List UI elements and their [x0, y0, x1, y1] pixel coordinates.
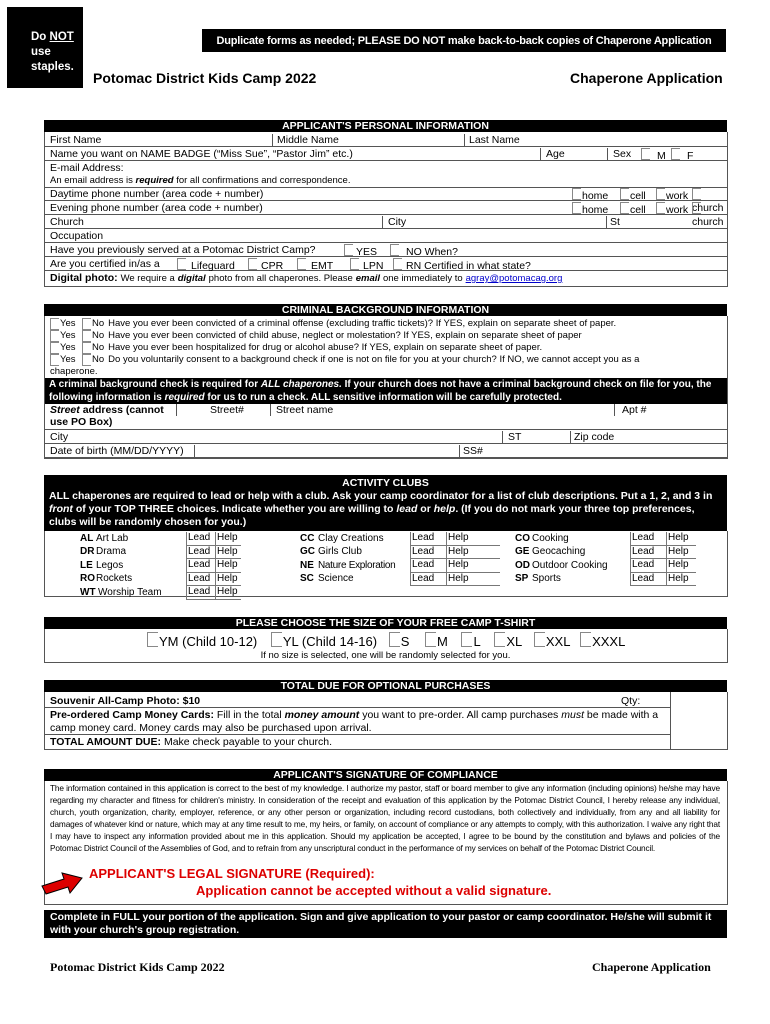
lead-label: Lead [412, 572, 435, 584]
club-lead-box[interactable] [630, 532, 666, 546]
help-label: Help [217, 532, 238, 543]
duplicate-notice: Duplicate forms as needed; PLEASE DO NOT make back-to-back copies of Chaperone Application form. [202, 29, 726, 52]
club-name: Sports [532, 573, 561, 584]
address-zip-label: Zip code [574, 431, 615, 443]
staple-rest: use staples. [31, 46, 74, 73]
club-help-box[interactable] [215, 546, 241, 560]
day-cell-label: cell [630, 190, 646, 202]
lead-label: Lead [632, 559, 655, 570]
address-st-label: ST [508, 431, 522, 443]
help-label: Help [668, 545, 689, 557]
money-cards-d: you want to pre-order. All camp purchases [362, 709, 559, 721]
q3-yes-label: Yes [60, 342, 76, 353]
size-xxxl-checkbox[interactable] [580, 632, 591, 647]
criminal-box-border [44, 316, 728, 459]
lead-label: Lead [632, 545, 655, 557]
clubs-intro-g: . (If you do not mark your three top preferences, clubs will be randomly chosen for you.) [49, 503, 695, 528]
size-yl-label: YL (Child 14-16) [282, 634, 378, 649]
cert-cpr-label: CPR [261, 260, 284, 272]
age-label: Age [546, 148, 565, 160]
photo-qty-label[interactable]: Qty: [621, 695, 641, 707]
eve-church-label: church [692, 216, 724, 228]
q1-yes-label: Yes [60, 318, 76, 329]
clubs-header [44, 475, 727, 531]
lead-label: Lead [188, 559, 211, 570]
sex-m-label: M [657, 150, 666, 162]
help-label: Help [448, 559, 469, 570]
street-num-label: Street# [210, 404, 244, 416]
q4-text: Do you voluntarily consent to a background check if one is not on file for you at your church? If NO, we cannot accept you as a [108, 354, 640, 365]
club-code: AL [80, 532, 94, 544]
digital-photo-a: We require a [120, 273, 175, 284]
lead-label: Lead [412, 532, 435, 543]
club-help-box[interactable] [666, 559, 696, 573]
club-help-box[interactable] [215, 559, 241, 573]
help-label: Help [217, 545, 238, 557]
club-name: Nature Exploration [318, 559, 396, 571]
money-must: must [561, 709, 584, 721]
club-lead-box[interactable] [630, 559, 666, 573]
club-lead-box[interactable] [410, 559, 446, 573]
club-item [300, 532, 500, 546]
church-st-label: St [610, 216, 620, 228]
size-xxl-label: XXL [545, 634, 571, 649]
personal-box-border [44, 132, 728, 287]
footer-camp-name: Potomac District Kids Camp 2022 [50, 960, 225, 974]
club-help-box[interactable] [215, 586, 241, 600]
money-cards-label: Pre-ordered Camp Money Cards: [50, 709, 214, 721]
q3-text: Have you ever been hospitalized for drug or alcohol abuse? If YES, explain on separate sheet of paper. [108, 342, 543, 353]
apt-label: Apt # [622, 404, 647, 416]
help-label: Help [217, 586, 238, 597]
day-work-label: work [666, 190, 689, 202]
club-item [80, 546, 241, 560]
header-camp-name: Potomac District Kids Camp 2022 [93, 70, 317, 86]
help-label: Help [668, 532, 689, 543]
club-help-box[interactable] [666, 532, 696, 546]
club-help-box[interactable] [215, 573, 241, 587]
club-code: LE [80, 559, 93, 571]
club-name: Rockets [96, 573, 133, 584]
club-item [300, 573, 500, 587]
club-code: NE [300, 559, 314, 571]
help-label: Help [448, 532, 469, 543]
help-label: Help [448, 572, 469, 584]
club-help-box[interactable] [446, 573, 500, 587]
club-item [80, 532, 241, 546]
lead-label: Lead [188, 532, 211, 543]
staple-not: NOT [49, 31, 74, 43]
q4-wrap: chaperone. [50, 366, 98, 377]
money-cards-text [50, 709, 662, 735]
cert-lifeguard-label: Lifeguard [191, 260, 235, 272]
notice-b: ALL chaperones. [260, 379, 342, 390]
club-item [515, 559, 696, 573]
club-column-2 [300, 532, 500, 586]
club-help-box[interactable] [446, 546, 500, 560]
criminal-section-title: CRIMINAL BACKGROUND INFORMATION [44, 304, 727, 316]
day-home-label: home [582, 190, 609, 202]
digital-photo-digital: digital [177, 273, 206, 284]
total-due-row[interactable] [50, 736, 332, 748]
club-lead-box[interactable] [186, 573, 215, 587]
lead-label: Lead [632, 572, 655, 584]
size-m-checkbox[interactable] [425, 632, 436, 647]
help-label: Help [217, 572, 238, 584]
club-item [300, 546, 500, 560]
closing-instructions: Complete in FULL your portion of the application. Sign and give application to your pastor or camp coordinator. He/she will submit it with your church's group registration. [44, 910, 727, 938]
club-name: Drama [96, 546, 127, 557]
size-s-label: S [400, 634, 410, 649]
served-question: Have you previously served at a Potomac District Camp? [50, 244, 316, 256]
club-lead-box[interactable] [410, 546, 446, 560]
street-name-label: Street name [276, 404, 334, 416]
photo-purchase-label[interactable]: Souvenir All-Camp Photo: $10 [50, 695, 201, 707]
club-help-box[interactable] [666, 573, 696, 587]
street-label-b: address (cannot use PO Box) [50, 404, 164, 428]
help-label: Help [448, 545, 469, 557]
clubs-intro [49, 490, 722, 529]
badge-name-label: Name you want on NAME BADGE (“Miss Sue”, “Pastor Jim” etc.) [50, 148, 353, 160]
cert-rn-label: RN Certified in what state? [406, 260, 531, 272]
q1-text: Have you ever been convicted of a criminal offense (excluding traffic tickets)? If YES, explain on separate sheet of paper. [108, 318, 617, 329]
q1-no-label: No [92, 318, 105, 329]
club-name: Cooking [532, 532, 569, 544]
email-note-c: for all confirmations and correspondence. [176, 175, 351, 186]
day-phone-label: Daytime phone number (area code + number) [50, 188, 264, 200]
club-code: DR [80, 546, 95, 557]
served-yes-label: YES [356, 246, 378, 258]
personal-section-title: APPLICANT'S PERSONAL INFORMATION [44, 120, 727, 132]
purchases-section-title: TOTAL DUE FOR OPTIONAL PURCHASES [44, 680, 727, 692]
arrow-right-icon [38, 869, 84, 899]
club-item [80, 573, 241, 587]
first-name-label: First Name [50, 134, 102, 146]
digital-photo-label: Digital photo: [50, 272, 118, 284]
q3-no-label: No [92, 342, 105, 353]
club-code: OD [515, 559, 530, 571]
q4-no-label: No [92, 354, 105, 365]
digital-photo-email: email [355, 273, 381, 284]
club-lead-box[interactable] [186, 546, 215, 560]
ssn-label: SS# [463, 445, 483, 457]
club-lead-box[interactable] [410, 573, 446, 587]
q2-yes-label: Yes [60, 330, 76, 341]
club-name: Clay Creations [318, 532, 384, 544]
q2-text: Have you ever been convicted of child abuse, neglect or molestation? If YES, explain on separate sheet of paper [108, 330, 582, 341]
clubs-intro-or: or [420, 503, 431, 515]
notice-e: for us to run a check. ALL sensitive information will be carefully protected. [207, 392, 562, 403]
signature-warning: Application cannot be accepted without a valid signature. [196, 883, 552, 898]
club-item [515, 573, 696, 587]
lead-label: Lead [412, 559, 435, 570]
money-line [44, 734, 670, 735]
club-code: GC [300, 546, 315, 557]
size-ym-label: YM (Child 10-12) [159, 634, 258, 649]
club-name: Geocaching [532, 546, 586, 557]
club-code: SP [515, 573, 529, 584]
club-name: Worship Team [98, 586, 162, 598]
club-item [80, 586, 241, 600]
club-help-box[interactable] [446, 559, 500, 573]
digital-photo-e: one immediately to [382, 273, 463, 284]
total-due-note: Make check payable to your church. [163, 736, 333, 748]
cert-emt-label: EMT [311, 260, 334, 272]
email-note-required: required [135, 175, 174, 186]
club-item [515, 546, 696, 560]
dob-label: Date of birth (MM/DD/YYYY) [50, 445, 184, 457]
club-lead-box[interactable] [186, 559, 215, 573]
street-label-a: Street [50, 404, 80, 416]
digital-photo-c: photo from all chaperones. Please [208, 273, 353, 284]
tshirt-section-title: PLEASE CHOOSE THE SIZE OF YOUR FREE CAMP T-SHIRT [44, 617, 727, 629]
club-code: CC [300, 532, 315, 544]
notice-d: required [164, 392, 205, 403]
club-lead-box[interactable] [410, 532, 446, 546]
eve-phone-label: Evening phone number (area code + number) [50, 202, 263, 214]
photo-qty-line [44, 707, 670, 708]
q4-yes-label: Yes [60, 354, 76, 365]
club-column-1 [80, 532, 241, 600]
photo-email-link[interactable]: agray@potomacag.org [465, 273, 563, 284]
help-label: Help [217, 559, 238, 570]
club-help-box[interactable] [446, 532, 500, 546]
help-label: Help [668, 559, 689, 570]
club-lead-box[interactable] [186, 532, 215, 546]
served-no-label: NO When? [406, 246, 458, 258]
notice-c: If your church does not have a criminal background check on file for you, the following information is [49, 379, 712, 403]
clubs-intro-lead: lead [396, 503, 418, 515]
size-s-checkbox[interactable] [389, 632, 400, 647]
middle-name-label: Middle Name [277, 134, 339, 146]
club-code: RO [80, 573, 95, 584]
address-city-label: City [50, 431, 69, 443]
church-label: Church [50, 216, 84, 228]
size-l-checkbox[interactable] [461, 632, 472, 647]
church-city-label: City [388, 216, 407, 228]
club-lead-box[interactable] [630, 546, 666, 560]
clubs-intro-c: of your TOP THREE choices. Indicate whether you are willing to [75, 503, 394, 515]
cert-lpn-label: LPN [363, 260, 384, 272]
lead-label: Lead [412, 545, 435, 557]
club-help-box[interactable] [666, 546, 696, 560]
notice-a: A criminal background check is required for [49, 379, 259, 390]
size-m-label: M [437, 634, 448, 649]
money-cards-f: be made with a camp money card. Money cards may also be purchased upon arrival. [50, 709, 659, 734]
club-code: CO [515, 532, 530, 544]
club-lead-box[interactable] [186, 586, 215, 600]
legal-signature-label[interactable]: APPLICANT'S LEGAL SIGNATURE (Required): [89, 866, 375, 881]
eve-cell-label: cell [630, 204, 646, 216]
certified-question: Are you certified in/as a [50, 258, 160, 270]
signature-section-title: APPLICANT'S SIGNATURE OF COMPLIANCE [44, 769, 727, 781]
clubs-title: ACTIVITY CLUBS [342, 477, 429, 489]
club-code: WT [80, 586, 96, 598]
club-name: Science [318, 573, 354, 584]
lead-label: Lead [188, 545, 211, 557]
occupation-label: Occupation [50, 230, 104, 242]
lead-label: Lead [188, 586, 211, 597]
club-code: GE [515, 546, 530, 557]
tshirt-note: If no size is selected, one will be randomly selected for you. [260, 650, 511, 661]
lead-label: Lead [188, 572, 211, 584]
email-note-a: An email address is [50, 175, 133, 186]
sex-f-label: F [687, 150, 694, 162]
club-name: Girls Club [318, 546, 362, 557]
club-column-3 [515, 532, 696, 586]
club-name: Art Lab [96, 532, 129, 544]
club-item [80, 559, 241, 573]
size-l-label: L [473, 634, 481, 649]
club-name: Legos [96, 559, 124, 571]
size-xl-checkbox[interactable] [494, 632, 505, 647]
size-yl-checkbox[interactable] [271, 632, 282, 647]
staple-do: Do [31, 31, 47, 43]
club-item [300, 559, 500, 573]
footer-form-title: Chaperone Application [592, 960, 711, 974]
clubs-intro-help: help [433, 503, 456, 515]
staple-notice [7, 7, 83, 88]
eve-work-label: work [666, 204, 689, 216]
header-form-title: Chaperone Application [570, 70, 723, 86]
lead-label: Lead [632, 532, 655, 543]
size-ym-checkbox[interactable] [147, 632, 158, 647]
help-label: Help [668, 572, 689, 584]
sex-label: Sex [613, 148, 632, 160]
clubs-intro-a: ALL chaperones are required to lead or help with a club. Ask your camp coordinator for a list of club descriptions. Put a 1, 2, and 3 in [49, 490, 713, 502]
last-name-label: Last Name [469, 134, 520, 146]
q2-no-label: No [92, 330, 105, 341]
club-name: Outdoor Cooking [532, 559, 608, 571]
tshirt-sizes [147, 632, 625, 650]
size-xxl-checkbox[interactable] [534, 632, 545, 647]
size-xxxl-label: XXXL [592, 634, 626, 649]
email-label[interactable]: E-mail Address: [50, 162, 124, 174]
legal-text: The information contained in this application is correct to the best of my knowledge. I authorize my pastor, staff or board member to give any information (including opinions) he/she may have regarding my character and fitness for children's ministry. In consideration of the receipt and evaluation of this application by the Potomac District Council, I hereby release any individual, church, youth organization, charity, employer, reference, or any other person or organization, including record custodians, both collectively and individually, from any and all liability for damages of whatever kind or nature, which may at any time result to me, my heirs, or family, on account of compliance or any attempts to comply, with this authorization. I waive any right that I may have to inspect any information provided about me in this application. Should my application be accepted, I agree to be bound by the constitution and bylaws and policies of the Potomac District Council of the Assemblies of God, and to refrain from any unscriptural conduct in the performance of my services on behalf of the Potomac District Council. [50, 783, 720, 853]
club-help-box[interactable] [215, 532, 241, 546]
total-due-label: TOTAL AMOUNT DUE: [50, 736, 162, 748]
clubs-intro-front: front [49, 503, 73, 515]
eve-home-label: home [582, 204, 609, 216]
club-item [515, 532, 696, 546]
day-church-label: church [692, 202, 724, 214]
size-xl-label: XL [506, 634, 523, 649]
club-code: SC [300, 573, 314, 584]
money-amount: money amount [284, 709, 360, 721]
club-lead-box[interactable] [630, 573, 666, 587]
money-cards-b: Fill in the total [216, 709, 282, 721]
